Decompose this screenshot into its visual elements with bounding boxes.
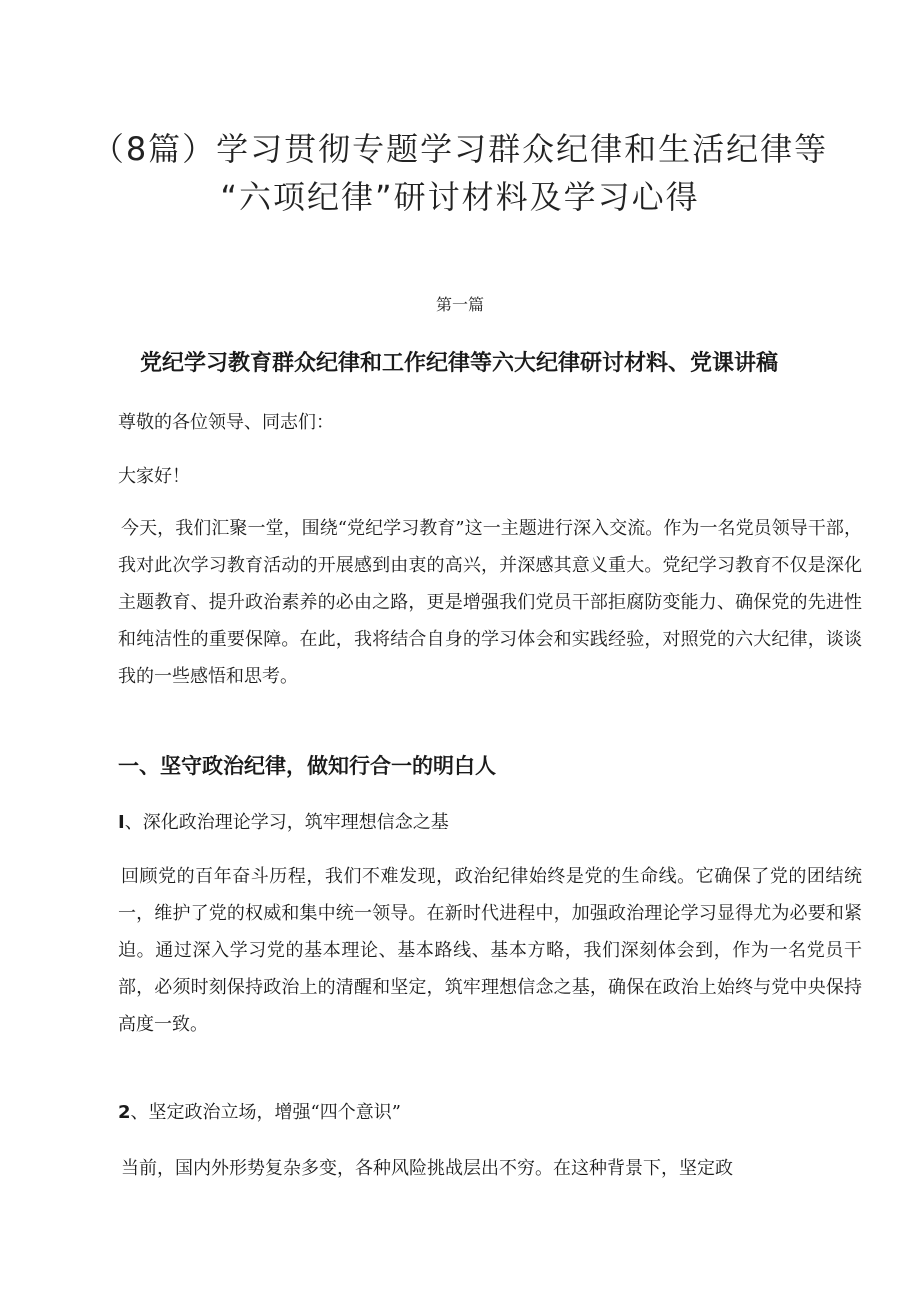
document-title-line-2: “六项纪律”研讨材料及学习心得 xyxy=(220,178,700,216)
item-1-paragraph: 回顾党的百年奋斗历程，我们不难发现，政治纪律始终是党的生命线。它确保了党的团结统一，维护了党的权威和集中统一领导。在新时代进程中，加强政治理论学习显得尤为必要和紧迫。通过深入学习党的基本理论、基本路线、基本方略，我们深刻体会到，作为一名党员干部，必须时刻保持政治上的清醒和坚定，筑牢理想信念之基，确保在政治上始终与党中央保持高度一致。 xyxy=(118,866,862,1035)
document-title-line-1: （8篇）学习贯彻专题学习群众纪律和生活纪律等 xyxy=(91,130,829,168)
section-1-heading: 一、坚守政治纪律，做知行合一的明白人 xyxy=(118,754,496,778)
part-label: 第一篇 xyxy=(435,295,484,314)
item-2-heading xyxy=(118,1098,401,1124)
greeting: 尊敬的各位领导、同志们： xyxy=(118,412,334,433)
article-subtitle: 党纪学习教育群众纪律和工作纪律等六大纪律研讨材料、党课讲稿 xyxy=(140,351,779,376)
item-1-heading xyxy=(118,808,449,834)
intro-paragraph: 今天，我们汇聚一堂，围绕“党纪学习教育”这一主题进行深入交流。作为一名党员领导干部，我对此次学习教育活动的开展感到由衷的高兴，并深感其意义重大。党纪学习教育不仅是深化主题教育、提升政治素养的必由之路，更是增强我们党员干部拒腐防变能力、确保党的先进性和纯洁性的重要保障。在此，我将结合自身的学习体会和实践经验，对照党的六大纪律，谈谈我的一些感悟和思考。 xyxy=(118,518,862,687)
item-1-number: I xyxy=(118,812,125,833)
hello-line: 大家好！ xyxy=(118,466,190,487)
item-2-text: 、坚定政治立场，增强“四个意识” xyxy=(130,1102,401,1123)
item-1-text: 、深化政治理论学习，筑牢理想信念之基 xyxy=(124,812,449,833)
item-2-number: 2 xyxy=(118,1102,131,1123)
item-2-paragraph: 当前，国内外形势复杂多变，各种风险挑战层出不穷。在这种背景下，坚定政 xyxy=(121,1158,733,1179)
